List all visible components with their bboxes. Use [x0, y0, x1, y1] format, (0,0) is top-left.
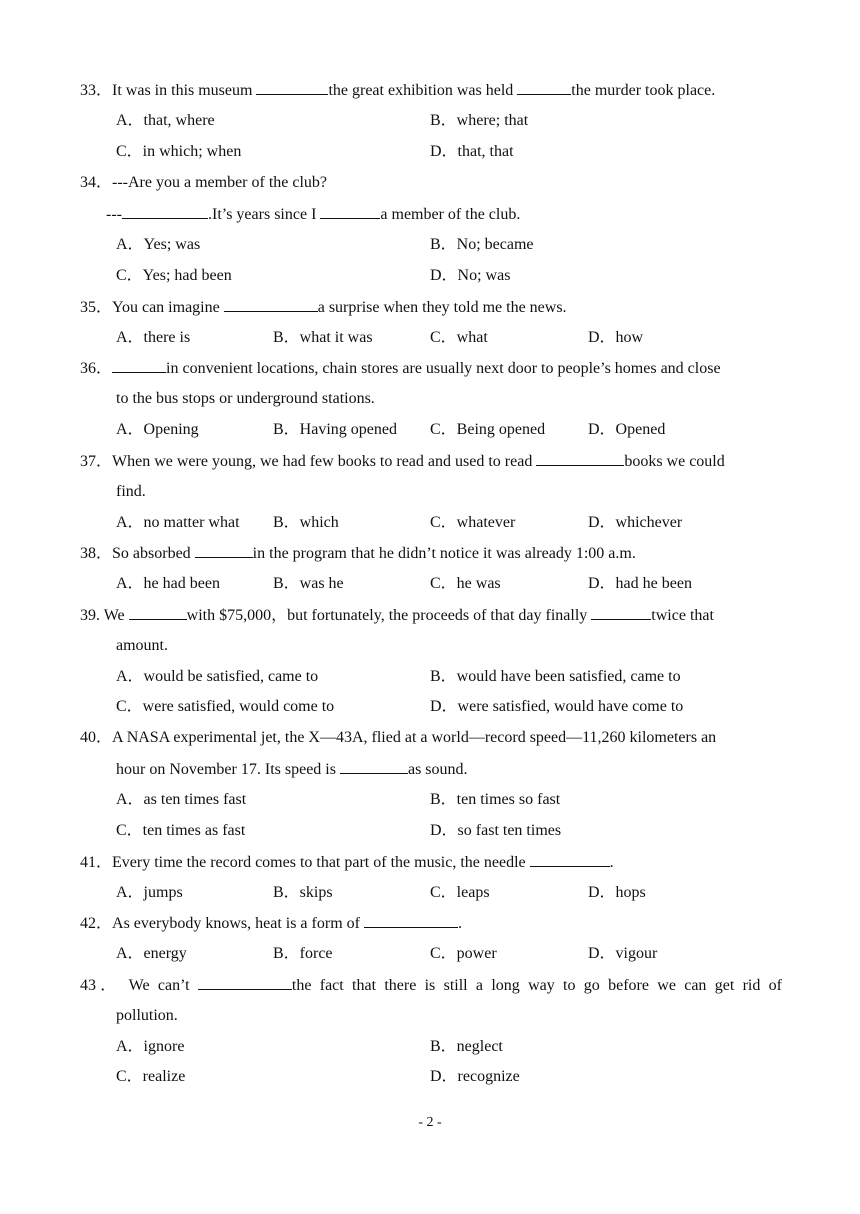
question-number: 41． [80, 854, 113, 871]
answer-blank [320, 204, 380, 219]
option-a: A．there is [116, 329, 191, 346]
option-c: C．what [430, 329, 488, 346]
question-36-stem-cont: to the bus stops or underground stations. [116, 390, 375, 407]
question-35-stem: 35．You can imagine a surprise when they told me the news. [80, 299, 567, 316]
question-39-stem: 39. We with $75,000，but fortunately, the proceeds of that day finally twice that [80, 607, 714, 624]
question-42-stem: 42．As everybody knows, heat is a form of . [80, 915, 462, 932]
question-43-stem-cont: pollution. [116, 1007, 178, 1024]
question-number: 37． [80, 453, 113, 470]
question-34-stem: 34．---Are you a member of the club? [80, 174, 328, 191]
option-c: C．leaps [430, 884, 490, 901]
option-a: A．energy [116, 945, 187, 962]
question-40-stem-cont: hour on November 17. Its speed is as sound. [116, 761, 468, 778]
answer-blank [198, 975, 292, 990]
option-b: B．where; that [430, 112, 529, 129]
option-b: B．ten times so fast [430, 791, 561, 808]
question-number: 42． [80, 915, 113, 932]
question-39-stem-cont: amount. [116, 637, 168, 654]
option-c: C．Being opened [430, 421, 546, 438]
option-b: B．would have been satisfied, came to [430, 668, 681, 685]
option-b: B．skips [273, 884, 333, 901]
question-43-stem: 43． We can’t the fact that there is still a long way to go before we can get rid of [80, 977, 783, 994]
answer-blank [112, 358, 166, 373]
question-36-stem: 36． in convenient locations, chain stores are usually next door to people’s homes and close [80, 360, 721, 377]
answer-blank [122, 204, 208, 219]
question-number: 40． [80, 729, 113, 746]
option-b: B．which [273, 514, 339, 531]
option-b: B．was he [273, 575, 344, 592]
question-38-stem: 38．So absorbed in the program that he didn’t notice it was already 1:00 a.m. [80, 545, 636, 562]
option-a: A．Yes; was [116, 236, 201, 253]
answer-blank [340, 759, 408, 774]
question-40-stem: 40．A NASA experimental jet, the X—43A, flied at a world—record speed—11,260 kilometers an [80, 729, 717, 746]
option-d: D．were satisfied, would have come to [430, 698, 684, 715]
option-c: C．in which; when [116, 143, 242, 160]
option-d: D．Opened [588, 421, 666, 438]
question-34-response: --- .It’s years since I a member of the club. [106, 206, 521, 223]
answer-blank [517, 80, 571, 95]
option-b: B．Having opened [273, 421, 397, 438]
option-d: D．hops [588, 884, 646, 901]
answer-blank [195, 543, 253, 558]
question-37-stem-cont: find. [116, 483, 146, 500]
answer-blank [129, 605, 187, 620]
option-a: A．he had been [116, 575, 220, 592]
answer-blank [256, 80, 328, 95]
option-b: B．No; became [430, 236, 534, 253]
option-c: C．were satisfied, would come to [116, 698, 335, 715]
page-number: - 2 - [418, 1115, 442, 1130]
option-a: A．Opening [116, 421, 199, 438]
option-a: A．jumps [116, 884, 183, 901]
answer-blank [536, 451, 624, 466]
option-d: D．that, that [430, 143, 514, 160]
option-a: A．that, where [116, 112, 215, 129]
option-a: A．as ten times fast [116, 791, 247, 808]
option-d: D．had he been [588, 575, 692, 592]
option-a: A．would be satisfied, came to [116, 668, 319, 685]
option-a: A．ignore [116, 1038, 185, 1055]
option-c: C．ten times as fast [116, 822, 246, 839]
question-number: 39. [80, 607, 104, 624]
question-41-stem: 41．Every time the record comes to that part of the music, the needle . [80, 854, 614, 871]
option-d: D．how [588, 329, 644, 346]
option-d: D．recognize [430, 1068, 520, 1085]
question-number: 34． [80, 174, 113, 191]
answer-blank [530, 852, 610, 867]
option-b: B．force [273, 945, 333, 962]
option-d: D．No; was [430, 267, 511, 284]
question-33-stem: 33．It was in this museum the great exhibition was held the murder took place. [80, 82, 716, 99]
option-d: D．vigour [588, 945, 658, 962]
option-a: A．no matter what [116, 514, 240, 531]
question-number: 43． [80, 977, 121, 994]
question-number: 36． [80, 360, 113, 377]
option-b: B．what it was [273, 329, 373, 346]
option-d: D．whichever [588, 514, 683, 531]
answer-blank [364, 913, 458, 928]
question-number: 38． [80, 545, 113, 562]
option-c: C．whatever [430, 514, 516, 531]
option-c: C．power [430, 945, 497, 962]
option-d: D．so fast ten times [430, 822, 562, 839]
answer-blank [591, 605, 651, 620]
option-c: C．Yes; had been [116, 267, 232, 284]
question-37-stem: 37．When we were young, we had few books to read and used to read books we could [80, 453, 725, 470]
question-number: 33． [80, 82, 113, 99]
answer-blank [224, 297, 318, 312]
option-c: C．realize [116, 1068, 186, 1085]
option-b: B．neglect [430, 1038, 503, 1055]
question-number: 35． [80, 299, 113, 316]
option-c: C．he was [430, 575, 501, 592]
